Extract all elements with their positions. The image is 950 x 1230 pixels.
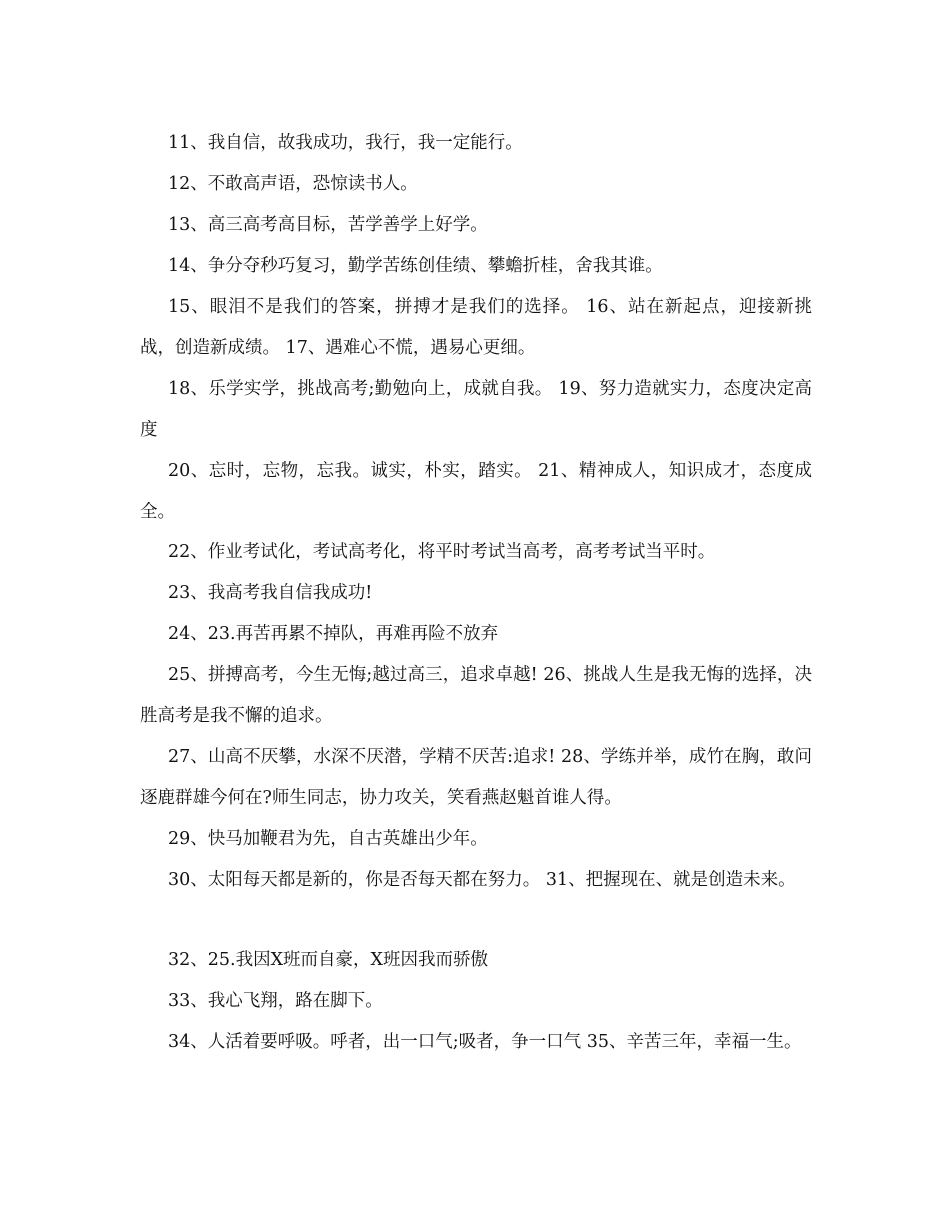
paragraph-27-28: 27、山高不厌攀，水深不厌潜，学精不厌苦:追求! 28、学练并举，成竹在胸，敢问逐鹿群雄今何在?师生同志，协力攻关，笑看燕赵魁首谁人得。 (140, 747, 812, 808)
paragraph-15-17: 15、眼泪不是我们的答案，拼搏才是我们的选择。 16、站在新起点，迎接新挑战，创造新成绩。 17、遇难心不慌，遇易心更细。 (140, 297, 812, 358)
paragraph-23: 23、我高考我自信我成功! (168, 583, 373, 603)
paragraph-12: 12、不敢高声语，恐惊读书人。 (168, 174, 418, 194)
paragraph-18-19: 18、乐学实学，挑战高考;勤勉向上，成就自我。 19、努力造就实力，态度决定高度 (140, 379, 812, 440)
paragraph-29: 29、快马加鞭君为先，自古英雄出少年。 (168, 829, 488, 849)
paragraph-13: 13、高三高考高目标，苦学善学上好学。 (168, 215, 488, 235)
paragraph-32: 32、25.我因X班而自豪，X班因我而骄傲 (168, 950, 489, 970)
paragraph-11: 11、我自信，故我成功，我行，我一定能行。 (168, 133, 523, 153)
paragraph-22: 22、作业考试化，考试高考化，将平时考试当高考，高考考试当平时。 (168, 542, 716, 562)
paragraph-14: 14、争分夺秒巧复习，勤学苦练创佳绩、攀蟾折桂，舍我其谁。 (168, 256, 663, 276)
paragraph-20-21: 20、忘时，忘物，忘我。诚实，朴实，踏实。 21、精神成人，知识成才，态度成全。 (140, 461, 812, 522)
paragraph-30-31: 30、太阳每天都是新的，你是否每天都在努力。 31、把握现在、就是创造未来。 (168, 870, 796, 890)
paragraph-24: 24、23.再苦再累不掉队，再难再险不放弃 (168, 624, 499, 644)
paragraph-33: 33、我心飞翔，路在脚下。 (168, 991, 383, 1011)
paragraph-25-26: 25、拼搏高考，今生无悔;越过高三，追求卓越! 26、挑战人生是我无悔的选择，决胜高考是我不懈的追求。 (140, 665, 812, 726)
paragraph-34-35: 34、人活着要呼吸。呼者，出一口气;吸者，争一口气 35、辛苦三年，幸福一生。 (168, 1032, 802, 1052)
